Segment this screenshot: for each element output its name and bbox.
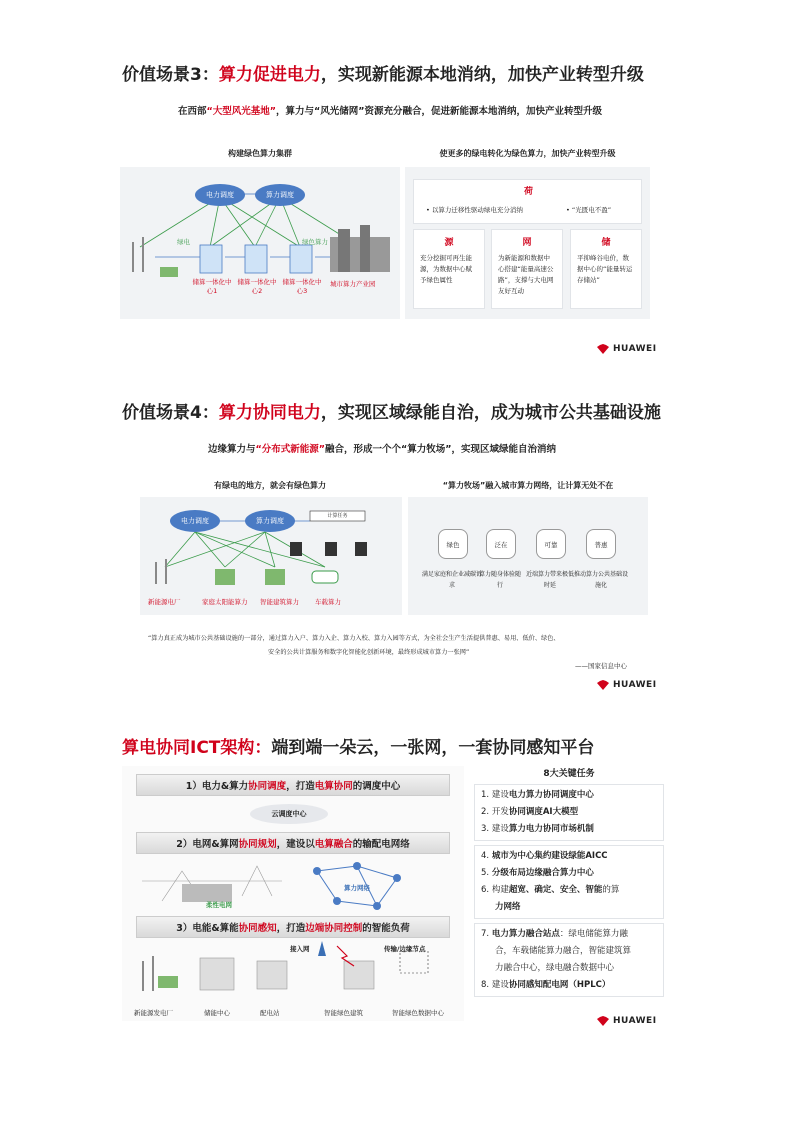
load-item-2: • “光匮电不盈” <box>566 206 612 214</box>
subtitle-part: 边缘算力与 <box>208 444 256 455</box>
bar-text: 的调度中心 <box>352 781 401 792</box>
bar-highlight: 电算协同 <box>314 781 353 792</box>
task-text: 构建 <box>491 885 509 895</box>
quote-line-1: “算力真正成为城市公共基础设施的一部分，通过算力入户、算力入企、算力入校、算力入园等方式，为全社会生产生活提供普惠、易用、低价、绿色、 <box>148 635 560 642</box>
compute-dispatch-node: 算力调度 <box>245 510 295 532</box>
vehicle-compute-label: 车载算力 <box>315 598 341 606</box>
edge-node-label: 传输/边缘节点 <box>384 945 426 953</box>
load-title: 荷 <box>523 187 533 197</box>
left-caption: 有绿电的地方，就会有绿色算力 <box>214 481 326 490</box>
subtitle-part: 在西部 <box>178 106 207 117</box>
huawei-wordmark: HUAWEI <box>613 1016 657 1026</box>
bar-highlight: 边端协同控制 <box>305 923 363 934</box>
task-item <box>481 787 657 804</box>
huawei-logo <box>596 344 657 354</box>
task-bold: 协同感知配电网（HPLC） <box>508 980 611 990</box>
bar-highlight: 协同感知 <box>238 923 277 934</box>
load-item-text: “光匮电不盈” <box>571 206 612 214</box>
bar-text: ，打造 <box>286 781 315 792</box>
title-prefix: 价值场景4： <box>122 403 219 423</box>
storage-title: 储 <box>601 238 611 248</box>
storage-compute-center-1: 储算一体化中心1 <box>192 278 232 295</box>
smart-building-compute-label: 智能建筑算力 <box>260 598 299 606</box>
load-item-text: 以算力迁移性驱动绿电充分消纳 <box>431 206 523 214</box>
subtitle-highlight: “分布式新能源” <box>255 444 326 455</box>
home-solar-compute-label: 家庭太阳能算力 <box>202 598 248 606</box>
new-energy-plant-label: 新能源电厂 <box>148 598 181 606</box>
task-item: 力融合中心，绿电融合数据中心 <box>495 963 615 973</box>
new-energy-plant-label: 新能源发电厂 <box>134 1009 173 1017</box>
bar-text: 的智能负荷 <box>362 923 410 934</box>
bar-highlight: 电算融合 <box>314 839 353 850</box>
compute-dispatch-node: 算力调度 <box>255 184 305 206</box>
title-suffix: ，实现区域绿能自治，成为城市公共基础设施 <box>320 403 661 423</box>
green-compute-label: 绿色算力 <box>302 238 328 246</box>
grid-box <box>491 229 563 309</box>
task-bold: 分级布局边缘融合算力中心 <box>491 868 594 878</box>
task-group-1 <box>474 784 664 841</box>
subtitle-part: 融合，形成一个个“算力牧场”，实现区域绿能自治消纳 <box>325 444 557 455</box>
task-text: ：绿电储能算力融 <box>559 929 628 939</box>
bar-text: 的输配电网络 <box>352 839 410 850</box>
power-dispatch-node: 电力调度 <box>170 510 220 532</box>
bar-text: 2）电网&算网 <box>176 839 239 850</box>
key-tasks-title: 8大关键任务 <box>543 769 595 779</box>
green-power-label: 绿电 <box>177 238 190 246</box>
reliable-desc: 近端算力带来极低时延 <box>525 571 574 589</box>
storage-box <box>570 229 642 309</box>
green-octagon: 绿色 <box>438 529 468 559</box>
huawei-wordmark: HUAWEI <box>613 680 657 690</box>
green-compute-cluster-diagram <box>120 167 400 319</box>
source-title: 源 <box>444 238 454 248</box>
task-item <box>481 821 657 838</box>
task-item <box>481 899 657 916</box>
title-highlight: 算力协同电力 <box>218 403 321 423</box>
task-number: 1. <box>481 790 490 800</box>
task-bold: 超宽、确定、安全、智能 <box>508 885 603 895</box>
task-text: 的算 <box>602 885 620 895</box>
huawei-petal-icon <box>596 680 610 690</box>
quote-line-2: 安全的公共计算服务和数字化智能化创新环境，最终形成城市算力一张网” <box>268 649 470 656</box>
layer3-bar <box>136 916 450 938</box>
task-text: 建设 <box>491 824 509 834</box>
title-suffix: 端到端一朵云，一张网，一套协同感知平台 <box>271 738 595 758</box>
title-prefix: 价值场景3： <box>122 65 219 85</box>
task-number: 5. <box>481 868 490 878</box>
inclusive-octagon: 普惠 <box>586 529 616 559</box>
compute-network-label: 算力网络 <box>344 884 370 892</box>
section1-title <box>122 60 644 85</box>
edge-compute-diagram <box>140 497 402 615</box>
power-dispatch-node: 电力调度 <box>195 184 245 206</box>
reliable-octagon: 可靠 <box>536 529 566 559</box>
huawei-petal-icon <box>596 1016 610 1026</box>
compute-task-label: 计算任务 <box>327 513 348 519</box>
storage-text: 平抑峰谷电价，数据中心的“能量转运存储站” <box>577 254 633 284</box>
title-highlight: 算电协同ICT架构： <box>122 738 272 758</box>
task-group-2 <box>474 845 664 919</box>
city-compute-park-label: 城市算力产业园 <box>330 280 376 288</box>
task-number: 3. <box>481 824 490 834</box>
grid-text: 为新能源和数据中心搭建“能量高速公路”，支撑与大电网友好互动 <box>498 254 554 295</box>
network-graphic <box>122 766 464 1021</box>
task-text: 建设 <box>491 980 509 990</box>
task-number: 4. <box>481 851 490 861</box>
task-bold: 力网络 <box>495 902 521 912</box>
load-box <box>413 179 642 224</box>
task-bold: 城市为中心集约建设绿能AICC <box>491 851 608 861</box>
task-number: 2. <box>481 807 490 817</box>
storage-compute-center-3: 储算一体化中心3 <box>282 278 322 295</box>
section2-subtitle <box>208 441 556 455</box>
ubiquitous-octagon: 泛在 <box>486 529 516 559</box>
huawei-logo <box>596 1016 657 1026</box>
huawei-petal-icon <box>596 344 610 354</box>
task-item: 合，车载储能算力融合，智能建筑算 <box>495 946 632 956</box>
task-item <box>481 848 657 865</box>
subtitle-highlight: “大型风光基地” <box>206 106 277 117</box>
quote-source: ——国家信息中心 <box>575 662 627 670</box>
source-text: 充分挖掘可再生能源，为数据中心赋予绿色属性 <box>420 254 472 284</box>
bar-text: 3）电能&算能 <box>176 923 239 934</box>
huawei-wordmark: HUAWEI <box>613 344 657 354</box>
task-item <box>481 926 657 943</box>
smart-green-datacenter-label: 智能绿色数据中心 <box>392 1009 444 1017</box>
storage-compute-center-2: 储算一体化中心2 <box>237 278 277 295</box>
green-desc: 满足家庭和企业减碳诉求 <box>422 571 483 589</box>
bar-text: ，打造 <box>276 923 306 934</box>
huawei-logo <box>596 680 657 690</box>
distribution-station-label: 配电站 <box>260 1009 280 1017</box>
key-tasks-list <box>474 784 664 997</box>
title-highlight: 算力促进电力 <box>218 65 321 85</box>
task-number: 8. <box>481 980 490 990</box>
task-text: 建设 <box>491 790 509 800</box>
cloud-dispatch-center: 云调度中心 <box>250 804 328 824</box>
access-network-label: 接入网 <box>290 945 310 953</box>
grid-title: 网 <box>522 238 532 248</box>
ict-architecture-diagram <box>122 766 464 1021</box>
bar-text: 1）电力&算力 <box>185 781 249 792</box>
right-caption: “算力牧场”融入城市算力网络，让计算无处不在 <box>442 481 614 490</box>
bar-highlight: 协同调度 <box>248 781 287 792</box>
source-box <box>413 229 485 309</box>
task-group-3 <box>474 923 664 997</box>
task-bold: 电力算力融合站点 <box>491 929 560 939</box>
storage-center-label: 储能中心 <box>204 1009 230 1017</box>
task-bold: 协同调度AI大模型 <box>508 807 579 817</box>
bar-highlight: 协同规划 <box>238 839 277 850</box>
task-number: 7. <box>481 929 490 939</box>
task-item <box>481 977 657 994</box>
section3-title <box>122 733 594 758</box>
green-power-transform-panel <box>405 167 650 319</box>
load-item-1: • 以算力迁移性驱动绿电充分消纳 <box>426 206 523 214</box>
task-item <box>481 804 657 821</box>
task-text: 开发 <box>491 807 509 817</box>
right-caption: 使更多的绿电转化为绿色算力，加快产业转型升级 <box>439 149 616 158</box>
flexible-grid-label: 柔性电网 <box>206 901 232 909</box>
section2-title <box>122 398 661 423</box>
bar-text: ，建设以 <box>276 839 315 850</box>
subtitle-part: ，算力与“风光储网”资源充分融合，促进新能源本地消纳，加快产业转型升级 <box>276 106 603 117</box>
task-bold: 电力算力协同调度中心 <box>508 790 594 800</box>
compute-ranch-panel <box>408 497 648 615</box>
smart-green-building-label: 智能绿色建筑 <box>324 1009 363 1017</box>
task-number: 6. <box>481 885 490 895</box>
task-item <box>481 882 657 899</box>
title-suffix: ，实现新能源本地消纳，加快产业转型升级 <box>320 65 644 85</box>
section1-subtitle <box>178 103 602 117</box>
task-bold: 算力电力协同市场机制 <box>508 824 594 834</box>
ubiquitous-desc: 算力随身体验随行 <box>478 571 521 589</box>
inclusive-desc: 推动算力公共基础设施化 <box>574 571 629 589</box>
left-caption: 构建绿色算力集群 <box>228 149 292 158</box>
task-item <box>481 865 657 882</box>
